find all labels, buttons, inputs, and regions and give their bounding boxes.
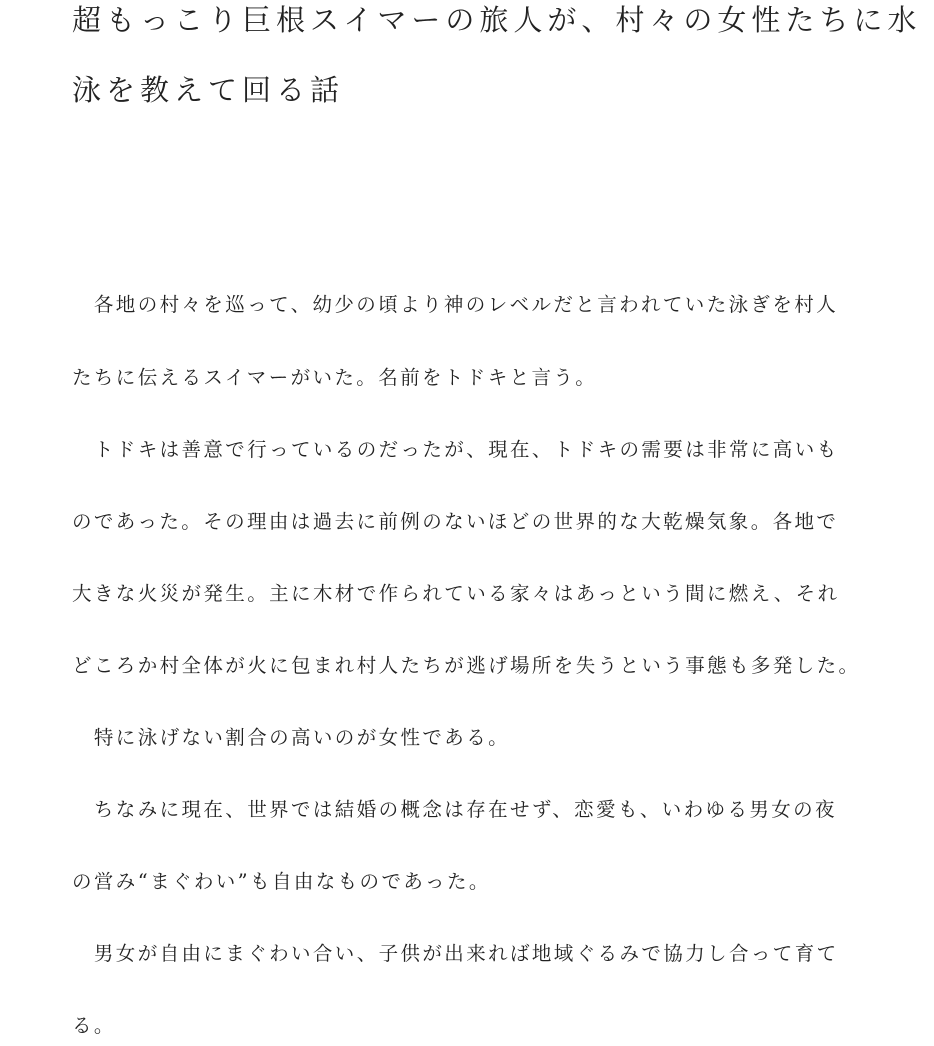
- body-line: のであった。その理由は過去に前例のないほどの世界的な大乾燥気象。各地で: [72, 510, 839, 533]
- body-line: 男女が自由にまぐわい合い、子供が出来れば地域ぐるみで協力し合って育て: [72, 942, 839, 965]
- title-line: 泳を教えて回る話: [72, 73, 345, 107]
- body-line: 各地の村々を巡って、幼少の頃より神のレベルだと言われていた泳ぎを村人: [72, 293, 839, 316]
- body-line: る。: [72, 1014, 116, 1037]
- title-line: 超もっこり巨根スイマーの旅人が、村々の女性たちに水: [72, 3, 922, 37]
- body-line: 特に泳げない割合の高いのが女性である。: [72, 726, 511, 749]
- body-line: の営み“まぐわい”も自由なものであった。: [72, 870, 491, 893]
- body-line: トドキは善意で行っているのだったが、現在、トドキの需要は非常に高いも: [72, 438, 839, 461]
- body-line: たちに伝えるスイマーがいた。名前をトドキと言う。: [72, 366, 598, 389]
- body-line: 大きな火災が発生。主に木材で作られている家々はあっという間に燃え、それ: [72, 582, 840, 605]
- body-line: ちなみに現在、世界では結婚の概念は存在せず、恋愛も、いわゆる男女の夜: [72, 798, 837, 821]
- body-line: どころか村全体が火に包まれ村人たちが逃げ場所を失うという事態も多発した。: [72, 654, 861, 677]
